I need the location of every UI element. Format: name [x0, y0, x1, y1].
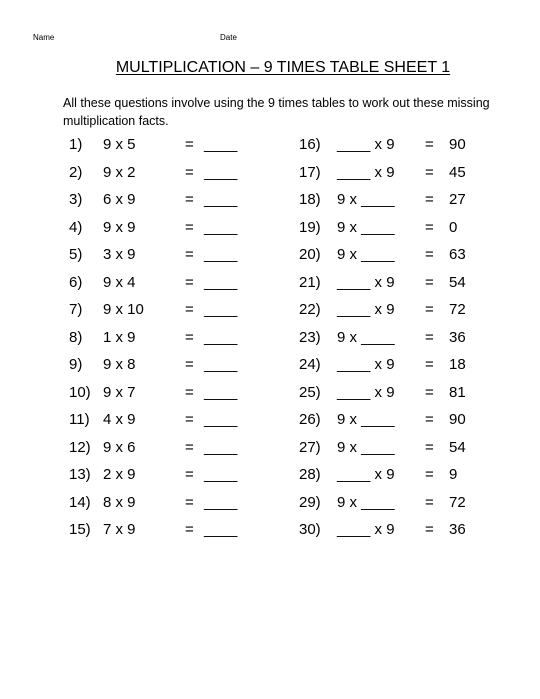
question-number: 2) — [69, 163, 83, 181]
equals-sign: = — [185, 163, 194, 181]
question-expression: 1 x 9 — [103, 328, 136, 346]
question-answer: 0 — [449, 218, 458, 236]
equals-sign: = — [185, 521, 194, 538]
question-answer: 90 — [449, 136, 466, 153]
question-expression: ____ x 9 — [337, 163, 395, 181]
question-answer: 9 — [449, 466, 458, 483]
question-number: 24) — [299, 356, 321, 373]
question-number: 11) — [69, 411, 90, 428]
question-number: 22) — [299, 301, 321, 318]
question-expression: 9 x 4 — [103, 273, 136, 291]
question-expression: ____ x 9 — [337, 383, 395, 401]
equals-sign: = — [185, 246, 194, 263]
question-answer: ____ — [204, 438, 238, 456]
equals-sign: = — [185, 383, 194, 401]
question-answer: 36 — [449, 328, 466, 346]
equals-sign: = — [425, 411, 434, 428]
question-number: 17) — [299, 163, 321, 181]
question-number: 7) — [69, 301, 83, 318]
question-expression: 9 x ____ — [337, 191, 395, 208]
question-number: 23) — [299, 328, 321, 346]
question-expression: 9 x 8 — [103, 356, 136, 373]
equals-sign: = — [425, 383, 434, 401]
question-number: 1) — [69, 136, 83, 153]
question-answer: 72 — [449, 301, 466, 318]
question-answer: ____ — [204, 521, 238, 538]
question-expression: 9 x 2 — [103, 163, 136, 181]
question-answer: 54 — [449, 438, 466, 456]
name-label: Name — [33, 33, 55, 42]
question-number: 6) — [69, 273, 83, 291]
question-expression: 9 x ____ — [337, 438, 395, 456]
equals-sign: = — [425, 328, 434, 346]
question-number: 19) — [299, 218, 321, 236]
equals-sign: = — [185, 466, 194, 483]
question-number: 21) — [299, 273, 321, 291]
equals-sign: = — [185, 493, 194, 511]
equals-sign: = — [425, 163, 434, 181]
question-number: 29) — [299, 493, 321, 511]
question-number: 20) — [299, 246, 321, 263]
question-number: 18) — [299, 191, 321, 208]
equals-sign: = — [425, 273, 434, 291]
question-answer: ____ — [204, 328, 238, 346]
question-expression: 9 x ____ — [337, 218, 395, 236]
question-answer: 63 — [449, 246, 466, 263]
equals-sign: = — [425, 356, 434, 373]
question-expression: 9 x 10 — [103, 301, 144, 318]
question-answer: 72 — [449, 493, 466, 511]
question-answer: ____ — [204, 163, 238, 181]
equals-sign: = — [185, 273, 194, 291]
question-expression: ____ x 9 — [337, 273, 395, 291]
question-answer: ____ — [204, 466, 238, 483]
question-number: 3) — [69, 191, 83, 208]
question-answer: 27 — [449, 191, 466, 208]
question-expression: 9 x ____ — [337, 328, 395, 346]
question-expression: ____ x 9 — [337, 521, 395, 538]
question-answer: 81 — [449, 383, 466, 401]
equals-sign: = — [185, 218, 194, 236]
equals-sign: = — [425, 246, 434, 263]
question-expression: 9 x ____ — [337, 246, 395, 263]
question-expression: 8 x 9 — [103, 493, 136, 511]
question-expression: 9 x ____ — [337, 493, 395, 511]
equals-sign: = — [185, 411, 194, 428]
question-answer: ____ — [204, 383, 238, 401]
question-number: 4) — [69, 218, 83, 236]
equals-sign: = — [425, 136, 434, 153]
question-number: 8) — [69, 328, 83, 346]
question-expression: 9 x 7 — [103, 383, 136, 401]
equals-sign: = — [425, 301, 434, 318]
date-label: Date — [220, 33, 237, 42]
question-number: 30) — [299, 521, 321, 538]
question-number: 14) — [69, 493, 91, 511]
question-answer: 45 — [449, 163, 466, 181]
question-number: 16) — [299, 136, 321, 153]
question-expression: 7 x 9 — [103, 521, 136, 538]
question-number: 5) — [69, 246, 83, 263]
question-answer: ____ — [204, 356, 238, 373]
question-expression: 6 x 9 — [103, 191, 136, 208]
question-answer: ____ — [204, 273, 238, 291]
equals-sign: = — [425, 466, 434, 483]
question-number: 25) — [299, 383, 321, 401]
question-expression: 3 x 9 — [103, 246, 136, 263]
question-answer: ____ — [204, 411, 238, 428]
question-answer: 54 — [449, 273, 466, 291]
question-answer: ____ — [204, 191, 238, 208]
equals-sign: = — [185, 328, 194, 346]
question-number: 26) — [299, 411, 321, 428]
equals-sign: = — [425, 493, 434, 511]
question-answer: ____ — [204, 246, 238, 263]
question-expression: 9 x 5 — [103, 136, 136, 153]
question-answer: 18 — [449, 356, 466, 373]
question-expression: 9 x ____ — [337, 411, 395, 428]
question-number: 10) — [69, 383, 91, 401]
equals-sign: = — [425, 191, 434, 208]
question-number: 12) — [69, 438, 91, 456]
question-expression: 9 x 6 — [103, 438, 136, 456]
page-title: MULTIPLICATION – 9 TIMES TABLE SHEET 1 — [115, 59, 451, 76]
question-number: 13) — [69, 466, 91, 483]
instructions-text: All these questions involve using the 9 times tables to work out these missing multiplication facts. — [63, 96, 490, 128]
question-answer: ____ — [204, 218, 238, 236]
question-expression: ____ x 9 — [337, 356, 395, 373]
question-answer: 90 — [449, 411, 466, 428]
question-number: 15) — [69, 521, 91, 538]
question-answer: ____ — [204, 136, 238, 153]
equals-sign: = — [185, 356, 194, 373]
question-expression: 2 x 9 — [103, 466, 136, 483]
question-answer: 36 — [449, 521, 466, 538]
equals-sign: = — [185, 301, 194, 318]
equals-sign: = — [425, 438, 434, 456]
equals-sign: = — [185, 438, 194, 456]
equals-sign: = — [425, 521, 434, 538]
question-number: 27) — [299, 438, 321, 456]
question-expression: ____ x 9 — [337, 301, 395, 318]
equals-sign: = — [185, 136, 194, 153]
equals-sign: = — [185, 191, 194, 208]
question-number: 9) — [69, 356, 83, 373]
question-answer: ____ — [204, 493, 238, 511]
question-expression: ____ x 9 — [337, 136, 395, 153]
question-answer: ____ — [204, 301, 238, 318]
question-expression: 4 x 9 — [103, 411, 136, 428]
question-expression: 9 x 9 — [103, 218, 136, 236]
question-number: 28) — [299, 466, 321, 483]
equals-sign: = — [425, 218, 434, 236]
question-expression: ____ x 9 — [337, 466, 395, 483]
